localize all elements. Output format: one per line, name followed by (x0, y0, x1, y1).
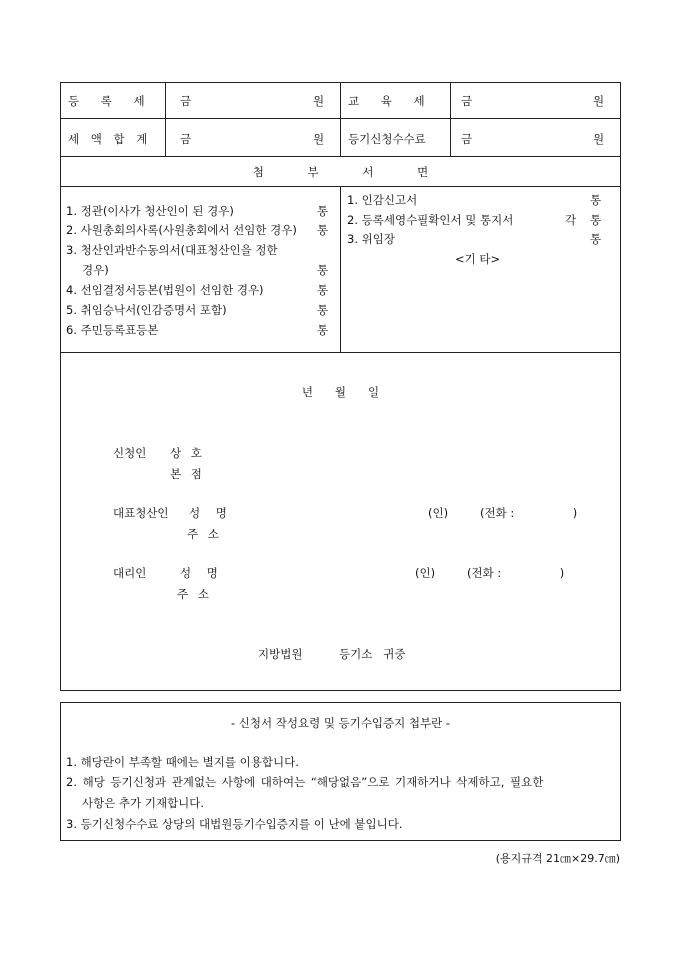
attachment-left-2: 2. 사원총회의사록(사원총회에서 선임한 경우) (66, 223, 297, 237)
divider (450, 82, 451, 156)
divider (340, 82, 341, 156)
rep-phone-field[interactable]: (전화 : ) (480, 506, 578, 520)
each-label: 각 (565, 213, 577, 227)
copies-unit: 통 (317, 204, 329, 218)
copies-unit: 통 (317, 323, 329, 337)
rep-seal[interactable]: (인) (428, 506, 449, 520)
tax-total-field[interactable]: 원 (313, 132, 325, 146)
attachment-left-5: 5. 취임승낙서(인감증명서 포함) (66, 303, 227, 317)
other-label: <기 타> (455, 252, 501, 266)
rep-name-label: 성 명 (189, 506, 227, 520)
agent-address-label: 주 소 (177, 587, 209, 601)
applicant-label: 신청인 (113, 446, 147, 460)
court-addressee: 지방법원 등기소 귀중 (258, 647, 406, 661)
attachment-left-4: 4. 선임결정서등본(법원이 선임한 경우) (66, 283, 264, 297)
attachments-title: 첨 부 서 면 (252, 165, 429, 179)
attachment-left-3b: 경우) (82, 263, 109, 277)
head-office-label: 본 점 (170, 467, 202, 481)
instruction-2: 2. 해당 등기신청과 관계없는 사항에 대하여는 “해당없음”으로 기재하거나 삭제하고, 필요한 (66, 775, 544, 789)
paper-size-note: (용지규격 21㎝×29.7㎝) (495, 852, 620, 865)
attachment-left-1: 1. 정관(이사가 청산인이 된 경우) (66, 204, 234, 218)
attachment-right-2: 2. 등록세영수필확인서 및 통지서 (347, 213, 514, 227)
divider (60, 156, 621, 157)
copies-unit: 통 (317, 223, 329, 237)
attachment-left-3: 3. 청산인과반수동의서(대표청산인을 정한 (66, 243, 278, 257)
fee-label: 등기신청수수료 (348, 132, 426, 146)
attachment-left-6: 6. 주민등록표등본 (66, 323, 159, 337)
instructions-title: - 신청서 작성요령 및 등기수입증지 첩부란 - (230, 716, 451, 730)
tax-total-label: 세 액 합 계 (68, 132, 148, 146)
fee-field[interactable]: 원 (593, 132, 605, 146)
agent-seal[interactable]: (인) (415, 566, 436, 580)
agent-name-label: 성 명 (180, 566, 218, 580)
rep-address-label: 주 소 (187, 527, 219, 541)
education-tax-label: 교 육 세 (348, 94, 425, 108)
agent-phone-field[interactable]: (전화 : ) (467, 566, 565, 580)
divider (165, 82, 166, 156)
agent-label: 대리인 (113, 566, 147, 580)
instruction-3: 3. 등기신청수수료 상당의 대법원등기수입증지를 이 난에 붙입니다. (66, 817, 403, 831)
date-field[interactable]: 년 월 일 (301, 385, 380, 399)
amount-prefix: 금 (461, 94, 473, 108)
rep-liquidator-label: 대표청산인 (113, 506, 169, 520)
instruction-1: 1. 해당란이 부족할 때에는 별지를 이용합니다. (66, 755, 299, 769)
divider (340, 186, 341, 352)
attachment-right-1: 1. 인감신고서 (347, 193, 418, 207)
copies-unit: 통 (317, 283, 329, 297)
trade-name-label: 상 호 (170, 446, 202, 460)
education-tax-field[interactable]: 원 (593, 94, 605, 108)
instruction-2b: 사항은 추가 기재합니다. (82, 796, 205, 810)
copies-unit: 통 (317, 263, 329, 277)
copies-unit: 통 (317, 303, 329, 317)
copies-unit: 통 (590, 232, 602, 246)
amount-prefix: 금 (180, 132, 192, 146)
attachment-right-3: 3. 위임장 (347, 232, 395, 246)
registration-tax-label: 등 록 세 (68, 94, 145, 108)
copies-unit: 통 (590, 213, 602, 227)
copies-unit: 통 (590, 193, 602, 207)
registration-tax-field[interactable]: 원 (313, 94, 325, 108)
divider (60, 352, 621, 353)
amount-prefix: 금 (180, 94, 192, 108)
amount-prefix: 금 (461, 132, 473, 146)
